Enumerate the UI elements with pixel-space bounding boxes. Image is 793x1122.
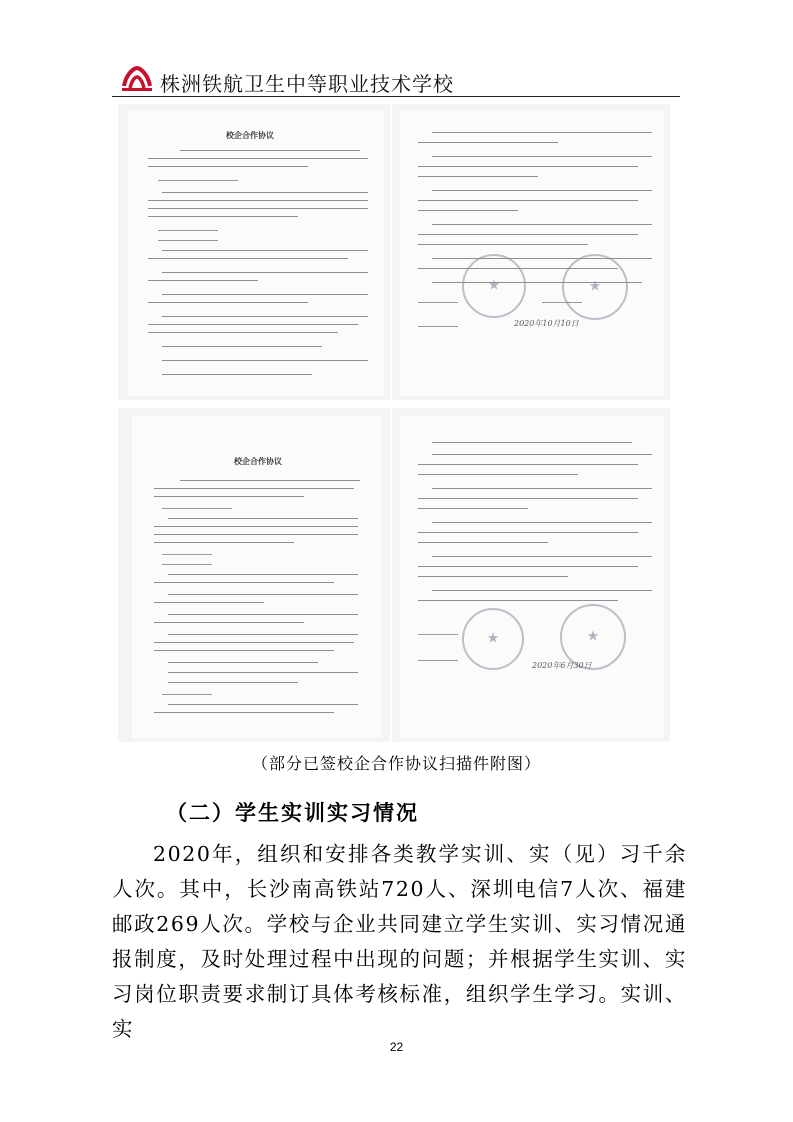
agreement-title: 校企合作协议 (226, 131, 274, 140)
agreement-title: 校企合作协议 (234, 457, 282, 466)
signature-date-2: 2020年6月30日 (532, 661, 592, 670)
school-seal-icon (562, 254, 628, 320)
figure-caption: （部分已签校企合作协议扫描件附图） (251, 754, 541, 773)
company-seal-icon (462, 608, 524, 670)
agreement-scan-2-right (392, 408, 670, 742)
school-logo-icon (120, 66, 154, 92)
body-text (112, 837, 687, 1047)
agreement-scan-1-left (118, 104, 390, 400)
body-paragraph: 2020年，组织和安排各类教学实训、实（见）习千余人次。其中，长沙南高铁站720人、深圳电信7人次、福建邮政269人次。学校与企业共同建立学生实训、实习情况通报制度，及时处理过程中出现的问题；并根据学生实训、实习岗位职责要求制订具体考核标准，组织学生学习。实训、实 (112, 842, 687, 1041)
page-number: 22 (389, 1040, 404, 1054)
agreement-scan-1-right (392, 104, 670, 400)
company-seal-icon (462, 254, 526, 318)
agreement-scan-2-left (118, 408, 390, 742)
signature-date-1: 2020年10月10日 (514, 319, 579, 328)
section-heading: （二）学生实训实习情况 (166, 801, 419, 825)
page-header (112, 62, 680, 98)
school-name: 株洲铁航卫生中等职业技术学校 (160, 72, 454, 96)
header-rule (112, 96, 680, 97)
